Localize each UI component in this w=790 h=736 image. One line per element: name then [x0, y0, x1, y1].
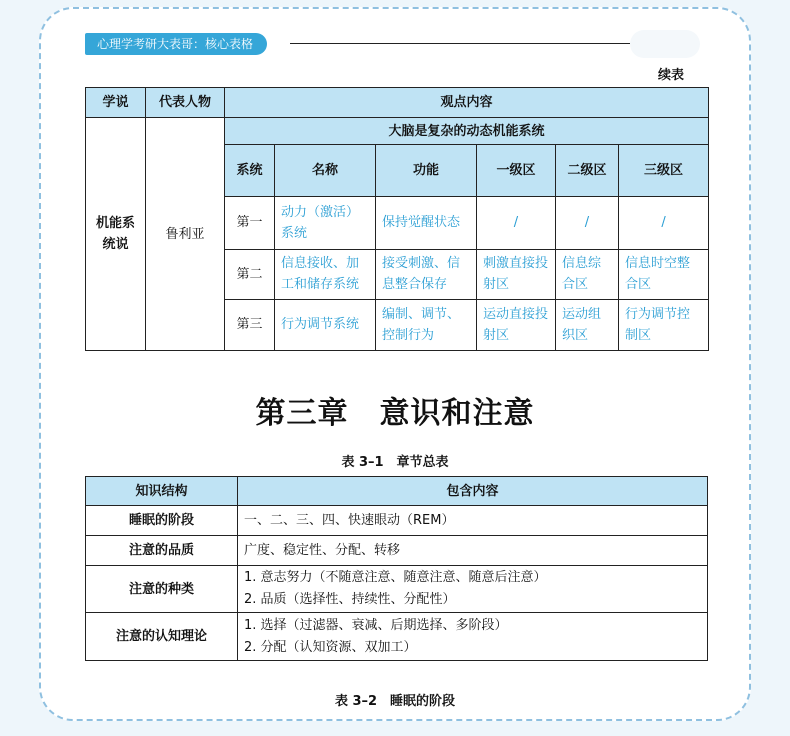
system-cell: 第一: [225, 197, 275, 249]
secondary-cell: /: [556, 197, 619, 249]
function-cell: 编制、调节、控制行为: [376, 299, 477, 350]
continued-label: 续表: [658, 68, 685, 83]
content-line: 1. 选择（过滤器、衰减、后期选择、多阶段）: [244, 617, 508, 633]
content-cell: [238, 566, 708, 613]
content-line: 广度、稳定性、分配、转移: [244, 542, 401, 558]
topic-cell: 注意的种类: [86, 566, 238, 613]
book-header-badge: 心理学考研大表哥：核心表格: [85, 33, 267, 55]
primary-cell: 刺激直接投射区: [477, 249, 556, 299]
table-row: [86, 613, 708, 661]
sub-header-function: 功能: [376, 145, 477, 197]
header-structure: 知识结构: [86, 477, 238, 506]
name-cell: 行为调节系统: [275, 299, 376, 350]
content-cell: [238, 613, 708, 661]
sub-header-name: 名称: [275, 145, 376, 197]
header-content: 包含内容: [238, 477, 708, 506]
header-viewpoint: 观点内容: [225, 88, 709, 118]
content-line: 2. 分配（认知资源、双加工）: [244, 639, 417, 655]
chapter-title: 第三章 意识和注意: [255, 396, 535, 431]
tertiary-cell: 行为调节控制区: [619, 299, 709, 350]
primary-cell: 运动直接投射区: [477, 299, 556, 350]
function-cell: 接受刺激、信息整合保存: [376, 249, 477, 299]
system-cell: 第二: [225, 249, 275, 299]
topic-cell: 注意的品质: [86, 536, 238, 566]
secondary-cell: 运动组织区: [556, 299, 619, 350]
sub-header-primary: 一级区: [477, 145, 556, 197]
person-cell: 鲁利亚: [146, 118, 225, 351]
table-header-row: [86, 88, 709, 118]
table-caption: 表 3–1 章节总表: [341, 455, 449, 470]
tertiary-cell: 信息时空整合区: [619, 249, 709, 299]
theory-cell: 机能系统说: [86, 118, 146, 351]
system-cell: 第三: [225, 299, 275, 350]
table-row: [86, 566, 708, 613]
content-line: 一、二、三、四、快速眼动（REM）: [244, 512, 455, 528]
content-cell: [238, 506, 708, 536]
function-cell: 保持觉醒状态: [376, 197, 477, 249]
primary-cell: /: [477, 197, 556, 249]
sub-header-secondary: 二级区: [556, 145, 619, 197]
table-header-row: [86, 477, 708, 506]
next-table-caption: 表 3–2 睡眠的阶段: [334, 694, 456, 709]
header-decoration: [630, 30, 700, 58]
content-line: 1. 意志努力（不随意注意、随意注意、随意后注意）: [244, 570, 547, 585]
chapter-summary-table: [85, 476, 708, 661]
brain-system-table: [85, 87, 709, 351]
header-theory: 学说: [86, 88, 146, 118]
secondary-cell: 信息综合区: [556, 249, 619, 299]
table-row: [86, 536, 708, 566]
subtitle-row: [86, 118, 709, 145]
sub-header-system: 系统: [225, 145, 275, 197]
topic-cell: 注意的认知理论: [86, 613, 238, 661]
content-cell: [238, 536, 708, 566]
name-cell: 信息接收、加工和储存系统: [275, 249, 376, 299]
header-rule: [290, 43, 630, 44]
topic-cell: 睡眠的阶段: [86, 506, 238, 536]
sub-header-tertiary: 三级区: [619, 145, 709, 197]
tertiary-cell: /: [619, 197, 709, 249]
subtitle-cell: 大脑是复杂的动态机能系统: [225, 118, 709, 145]
table-row: [86, 506, 708, 536]
name-cell: 动力（激活）系统: [275, 197, 376, 249]
header-person: 代表人物: [146, 88, 225, 118]
content-line: 2. 品质（选择性、持续性、分配性）: [244, 592, 456, 607]
